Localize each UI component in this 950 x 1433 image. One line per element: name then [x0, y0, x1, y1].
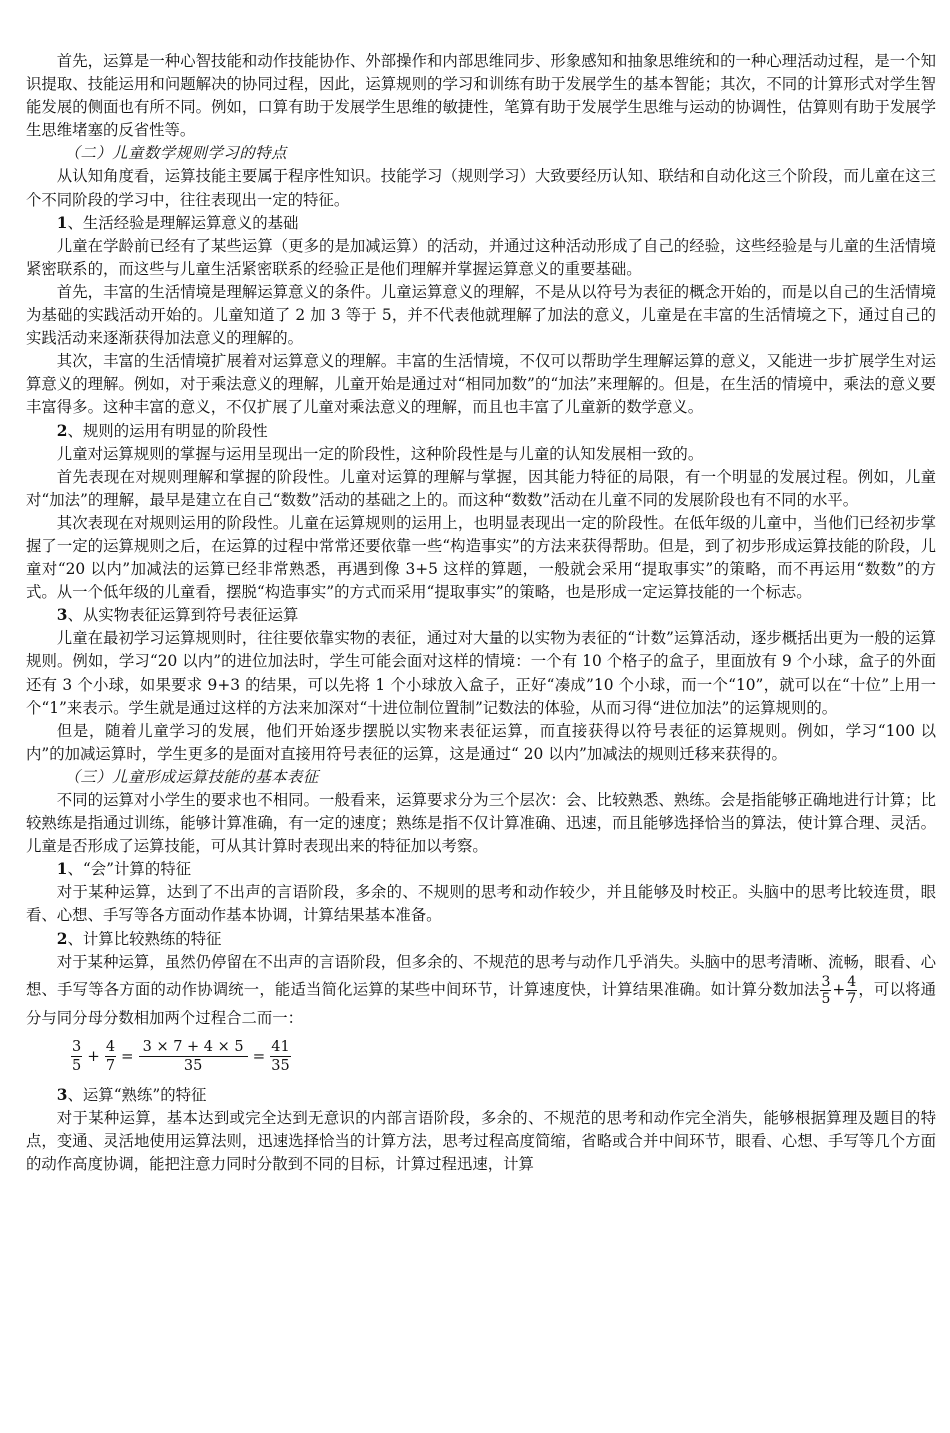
paragraph-text: 对于某种运算，虽然仍停留在不出声的言语阶段，但多余的、不规范的思考与动作几乎消失。头脑中的思考清晰、流畅，眼看、心想、手写等各方面的动作协调统一，能适当简化运算的某些中间环节，计算速度快，计算结果准确。如计算分数加法: [26, 952, 936, 999]
fraction-equation: [26, 1030, 936, 1084]
plus-sign: +: [832, 980, 846, 999]
paragraph: 从认知角度看，运算技能主要属于程序性知识。技能学习（规则学习）大致要经历认知、联结和自动化这三个阶段，而儿童在这三个不同阶段的学习中，往往表现出一定的特征。: [26, 167, 936, 209]
numerator: 3 × 7 + 4 × 5: [139, 1038, 248, 1057]
subheading-text: 、生活经验是理解运算意义的基础: [67, 213, 299, 232]
inline-fraction: [846, 974, 857, 1007]
paragraph: 其次，丰富的生活情境扩展着对运算意义的理解。丰富的生活情境，不仅可以帮助学生理解运算的意义，又能进一步扩展学生对运算意义的理解。例如，对于乘法意义的理解，儿童开始是通过对“相同加数”的“加法”来理解的。但是，在生活的情境中，乘法的意义要丰富得多。这种丰富的意义，不仅扩展了儿童对乘法意义的理解，而且也丰富了儿童新的数学意义。: [26, 352, 936, 417]
subheading-number: 3: [56, 606, 68, 625]
denominator: 7: [847, 990, 857, 1007]
fraction: [71, 1038, 82, 1075]
paragraph: 首先，运算是一种心智技能和动作技能协作、外部操作和内部思维同步、形象感知和抽象思维统和的一种心理活动过程，是一个知识提取、技能运用和问题解决的协同过程，因此，运算规则的学习和训练有助于发展学生的基本智能；其次，不同的计算形式对学生智能发展的侧面也有所不同。例如，口算有助于发展学生思维的敏捷性，笔算有助于发展学生思维与运动的协调性，估算则有助于发展学生思维堵塞的反省性等。: [26, 52, 936, 140]
equals-sign: =: [121, 1047, 134, 1066]
subheading-text: 、规则的运用有明显的阶段性: [67, 421, 268, 440]
subheading-text: 、从实物表征运算到符号表征运算: [67, 606, 299, 625]
fraction: [105, 1038, 116, 1075]
numerator: 3: [821, 973, 831, 990]
numerator: 4: [847, 973, 857, 990]
plus-sign: +: [87, 1047, 100, 1066]
subheading-number: 1: [56, 213, 68, 232]
section-heading: （二）儿童数学规则学习的特点: [64, 144, 287, 163]
subheading-number: 2: [56, 929, 68, 948]
section-heading: （三）儿童形成运算技能的基本表征: [64, 767, 319, 786]
paragraph: [26, 951, 936, 1030]
numerator: 4: [105, 1039, 116, 1056]
paragraph: 对于某种运算，基本达到或完全达到无意识的内部言语阶段，多余的、不规范的思考和动作完全消失，能够根据算理及题目的特点，变通、灵活地使用运算法则，迅速选择恰当的计算方法，思考过程高度简缩，省略或合并中间环节，眼看、心想、手写等几个方面的动作高度协调，能把注意力同时分散到不同的目标，计算过程迅速，计算: [26, 1108, 936, 1174]
subheading: [26, 604, 936, 627]
subheading-number: 1: [56, 860, 68, 879]
subheading-text: 、“会”计算的特征: [67, 860, 191, 879]
subheading-number: 2: [56, 421, 68, 440]
numerator: 3: [72, 1039, 82, 1056]
paragraph: 儿童在最初学习运算规则时，往往要依靠实物的表征，通过对大量的以实物为表征的“计数”运算活动，逐步概括出更为一般的运算规则。例如，学习“20 以内”的进位加法时，学生可能会面对这样的情境：一个有 10 个格子的盒子，里面放有 9 个小球，盒子的外面还有 3 个小球，如果要求 9+3 的结果，可以先将 1 个小球放入盒子，正好“凑成”10 个小球，而一个“10”，就可以在“十位”上用一个“1”来表示。学生就是通过这样的方法来加深对“十进位制位置制”记数法的体验，从而习得“进位加法”的运算规则的。: [26, 629, 936, 717]
fraction: [270, 1038, 290, 1075]
paragraph: 儿童对运算规则的掌握与运用呈现出一定的阶段性，这种阶段性是与儿童的认知发展相一致的。: [56, 444, 704, 463]
numerator: 41: [271, 1039, 290, 1056]
equals-sign: =: [252, 1047, 266, 1066]
subheading: [26, 858, 936, 881]
subheading: [26, 212, 936, 235]
denominator: 7: [105, 1058, 116, 1075]
subheading: [26, 928, 936, 951]
paragraph: 儿童在学龄前已经有了某些运算（更多的是加减运算）的活动，并通过这种活动形成了自己的经验，这些经验是与儿童的生活情境紧密联系的，而这些与儿童生活紧密联系的经验正是他们理解并掌握运算意义的重要基础。: [26, 236, 936, 278]
subheading: [26, 420, 936, 443]
denominator: 5: [821, 990, 831, 1007]
denominator: 5: [72, 1058, 82, 1075]
paragraph: 首先，丰富的生活情境是理解运算意义的条件。儿童运算意义的理解，不是从以符号为表征的概念开始的，而是以自己的生活情境为基础的实践活动开始的。儿童知道了 2 加 3 等于 5，并不代表他就理解了加法的意义，儿童是在丰富的生活情境之下，通过自己的实践活动来逐渐获得加法意义的理解的。: [26, 282, 936, 348]
paragraph-text: ，可以将通分与同分母分数相加两个过程合二而一：: [26, 980, 936, 1027]
subheading: [26, 1084, 936, 1107]
denominator: 35: [271, 1058, 290, 1075]
paragraph: 其次表现在对规则运用的阶段性。儿童在运算规则的运用上，也明显表现出一定的阶段性。在低年级的儿童中，当他们已经初步掌握了一定的运算规则之后，在运算的过程中常常还要依靠一些“构造事实”的方法来获得帮助。但是，到了初步形成运算技能的阶段，儿童对“20 以内”加减法的运算已经非常熟悉，再遇到像 3+5 这样的算题，一般就会采用“提取事实”的策略，而不再运用“数数”的方式。从一个低年级的儿童看，摆脱“构造事实”的方式而采用“提取事实”的策略，也是形成一定运算技能的一个标志。: [26, 513, 936, 602]
subheading-text: 、运算“熟练”的特征: [67, 1085, 207, 1104]
paragraph: 但是，随着儿童学习的发展，他们开始逐步摆脱以实物来表征运算，而直接获得以符号表征的运算规则。例如，学习“100 以内”的加减运算时，学生更多的是面对直接用符号表征的运算，这是通过“ 20 以内”加减法的规则迁移来获得的。: [26, 721, 936, 763]
paragraph: 对于某种运算，达到了不出声的言语阶段，多余的、不规则的思考和动作较少，并且能够及时校正。头脑中的思考比较连贯，眼看、心想、手写等各方面动作基本协调，计算结果基本准备。: [26, 883, 936, 925]
subheading-text: 、计算比较熟练的特征: [67, 929, 222, 948]
paragraph: 首先表现在对规则理解和掌握的阶段性。儿童对运算的理解与掌握，因其能力特征的局限，有一个明显的发展过程。例如，儿童对“加法”的理解，最早是建立在自己“数数”活动的基础之上的。而这种“数数”活动在儿童不同的发展阶段也有不同的水平。: [26, 467, 936, 509]
subheading-number: 3: [56, 1085, 68, 1104]
document-body: [26, 50, 936, 1176]
denominator: 35: [183, 1058, 203, 1075]
fraction: [139, 1038, 248, 1075]
inline-fraction: [820, 974, 831, 1007]
paragraph: 不同的运算对小学生的要求也不相同。一般看来，运算要求分为三个层次：会、比较熟悉、熟练。会是指能够正确地进行计算；比较熟练是指通过训练，能够计算准确，有一定的速度；熟练是指不仅计算准确、迅速，而且能够选择恰当的算法，使计算合理、灵活。儿童是否形成了运算技能，可从其计算时表现出来的特征加以考察。: [26, 791, 936, 856]
